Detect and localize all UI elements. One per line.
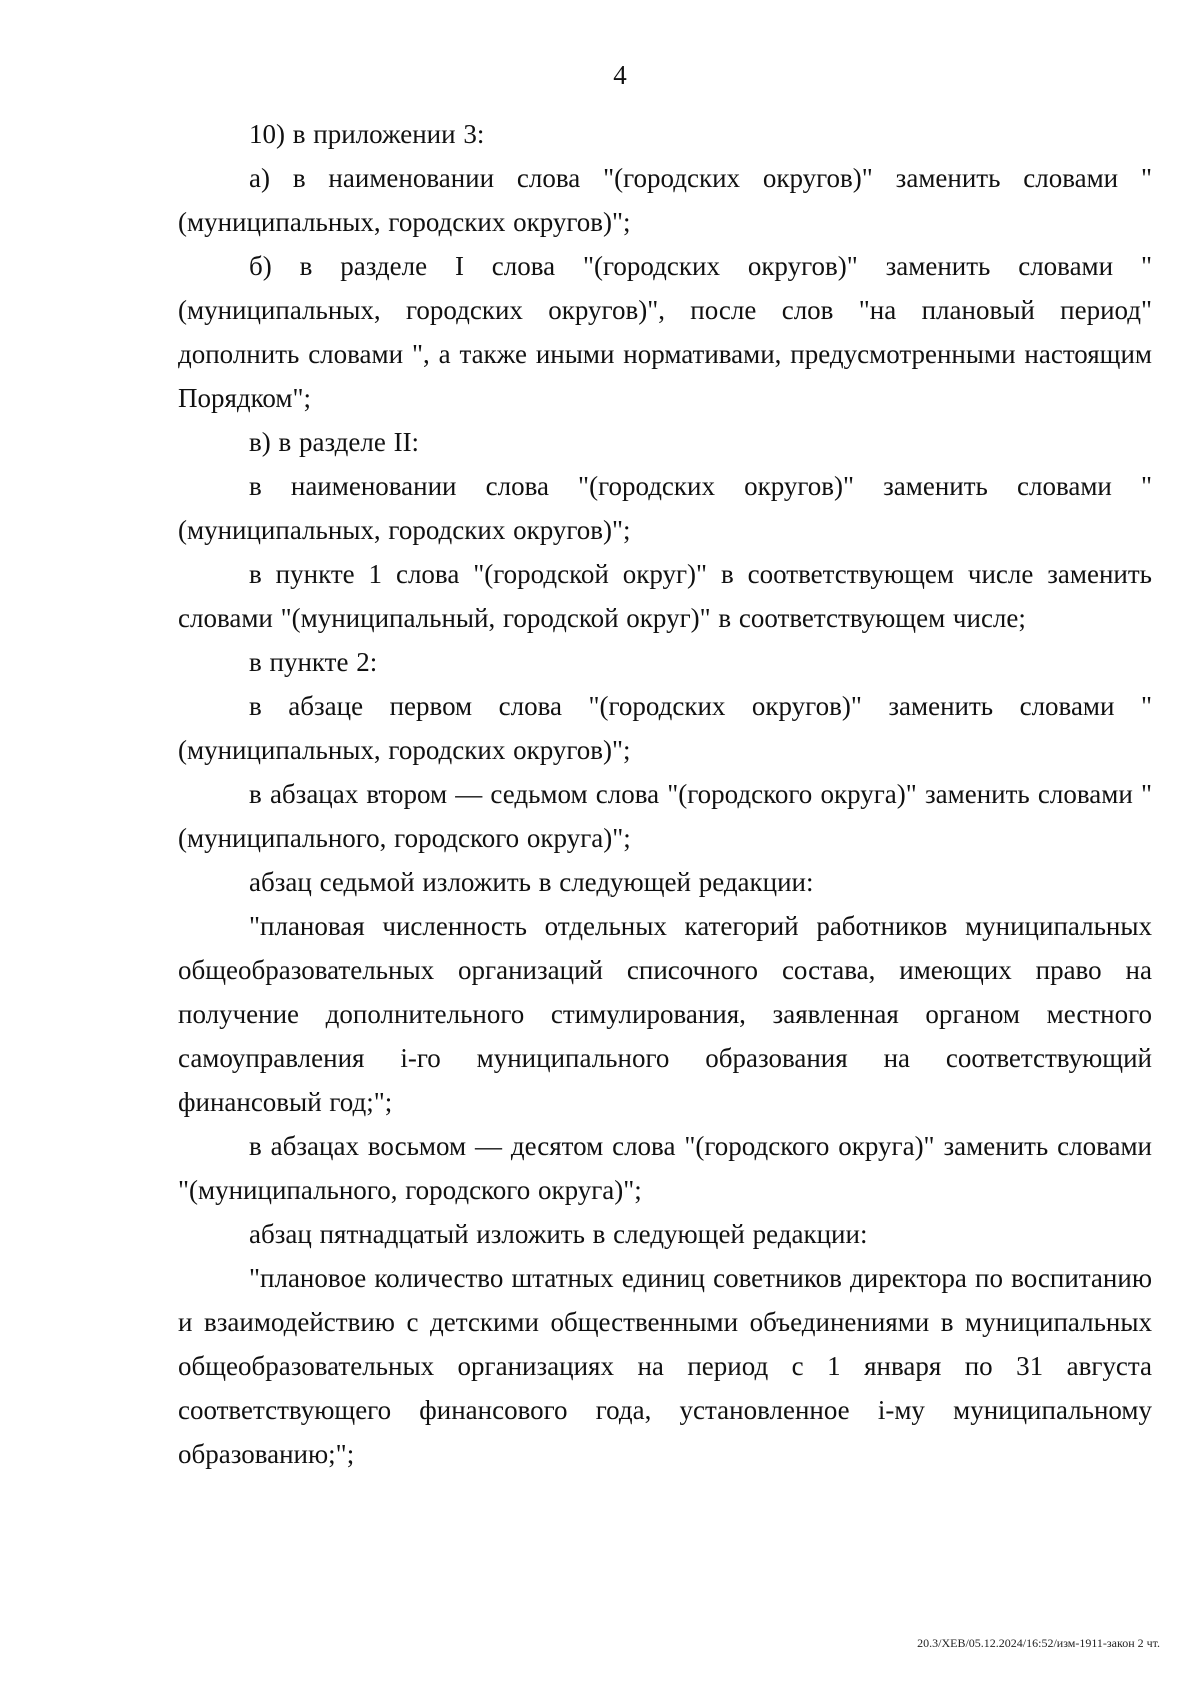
paragraph-abzac-2-7: в абзацах втором — седьмом слова "(городского округа)" заменить словами "(муниципального, городского округа)"; bbox=[178, 779, 1152, 853]
paragraph-first-abzac: в абзаце первом слова "(городских округов)" заменить словами "(муниципальных, городских округов)"; bbox=[178, 691, 1152, 765]
paragraph-item-10: 10) в приложении 3: bbox=[249, 119, 485, 149]
document-body bbox=[178, 112, 1152, 1476]
paragraph-subitem-a: а) в наименовании слова "(городских округов)" заменить словами "(муниципальных, городских округов)"; bbox=[178, 163, 1152, 237]
paragraph-abzac-15-heading: абзац пятнадцатый изложить в следующей редакции: bbox=[249, 1219, 868, 1249]
paragraph-abzac-7-heading: абзац седьмой изложить в следующей редакции: bbox=[249, 867, 814, 897]
paragraph-subitem-b: б) в разделе I слова "(городских округов)" заменить словами "(муниципальных, городских округов)", после слов "на плановый период" дополнить словами ", а также иными нормативами, предусмотренными настоящим Порядком"; bbox=[178, 251, 1152, 413]
paragraph-abzac-7-text: "плановая численность отдельных категорий работников муниципальных общеобразовательных организаций списочного состава, имеющих право на получение дополнительного стимулирования, заявленная органом местного самоуправления i-го муниципального образования на соответствующий финансовый год;"; bbox=[178, 911, 1152, 1117]
footer-document-code: 20.3/ХЕВ/05.12.2024/16:52/изм-1911-закон 2 чт. bbox=[917, 1636, 1160, 1650]
paragraph-abzac-15-text: "плановое количество штатных единиц советников директора по воспитанию и взаимодействию с детскими общественными объединениями в муниципальных общеобразовательных организациях на период с 1 января по 31 августа соответствующего финансового года, установленное i-му муниципальному образованию;"; bbox=[178, 1263, 1152, 1469]
paragraph-point-1: в пункте 1 слова "(городской округ)" в соответствующем числе заменить словами "(муниципальный, городской округ)" в соответствующем числе; bbox=[178, 559, 1152, 633]
paragraph-abzac-8-10: в абзацах восьмом — десятом слова "(городского округа)" заменить словами "(муниципального, городского округа)"; bbox=[178, 1131, 1152, 1205]
paragraph-section-title-change: в наименовании слова "(городских округов)" заменить словами "(муниципальных, городских округов)"; bbox=[178, 471, 1152, 545]
paragraph-point-2: в пункте 2: bbox=[249, 647, 378, 677]
paragraph-subitem-v: в) в разделе II: bbox=[249, 427, 420, 457]
page-number: 4 bbox=[613, 60, 627, 90]
